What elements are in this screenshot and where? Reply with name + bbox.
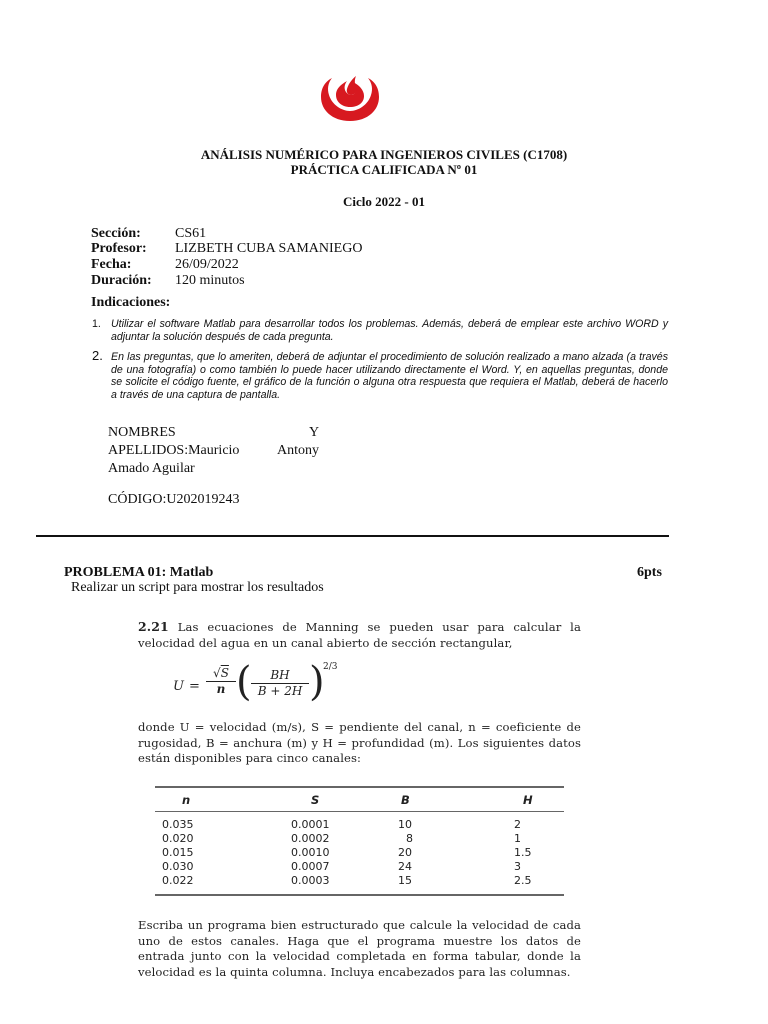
table-header-rule: [155, 811, 564, 812]
book-outro: Escriba un programa bien estructurado que calcule la velocidad de cada uno de estos canales. Haga que el programa muestre los datos de entrada junto con la velocidad completada en forma tabular, donde la velocidad es la quinta columna. Incluya encabezados para las columnas.: [138, 918, 581, 979]
table-cell: 1: [514, 832, 521, 845]
info-key: Profesor:: [91, 241, 147, 256]
info-key: Duración:: [91, 273, 152, 288]
indication-item: [92, 348, 668, 403]
student-names-and: Y: [309, 425, 320, 440]
manning-formula: U = √S n ( BH B + 2H ) 2/3: [173, 659, 338, 705]
indication-item: [92, 318, 668, 346]
info-value: 26/09/2022: [175, 257, 239, 272]
table-cell: 0.030: [162, 860, 194, 873]
formula-fraction-1: √S n: [206, 666, 236, 696]
table-header: H: [523, 793, 533, 807]
info-key: Sección:: [91, 226, 141, 241]
student-surname-line: Amado Aguilar: [108, 461, 195, 476]
info-date: [91, 257, 239, 273]
info-section: [91, 226, 206, 242]
table-cell: 24: [398, 860, 412, 873]
formula-exponent: 2/3: [323, 662, 338, 672]
table-bottom-rule: [155, 894, 564, 896]
indications-title: Indicaciones:: [91, 295, 171, 310]
student-surnames: APELLIDOS:Mauricio: [108, 443, 240, 458]
indication-text: Utilizar el software Matlab para desarrollar todos los problemas. Además, deberá de emplear este archivo WORD y adjuntar la solución después de cada pregunta.: [111, 318, 668, 343]
course-title: ANÁLISIS NUMÉRICO PARA INGENIEROS CIVILES (C1708): [200, 147, 568, 162]
table-cell: 0.0010: [291, 846, 330, 859]
table-cell: 0.0002: [291, 832, 330, 845]
table-header: B: [401, 793, 410, 807]
university-logo: [318, 73, 382, 123]
info-value: LIZBETH CUBA SAMANIEGO: [175, 241, 363, 256]
table-cell: 0.0001: [291, 818, 330, 831]
table-cell: 2: [514, 818, 521, 831]
problem-subtitle: Realizar un script para mostrar los resultados: [71, 580, 324, 595]
table-cell: 0.0007: [291, 860, 330, 873]
formula-denominator-2: B + 2H: [257, 684, 303, 698]
problem-title: PROBLEMA 01: Matlab: [64, 565, 214, 580]
book-intro: [138, 619, 581, 651]
table-cell: 15: [398, 874, 412, 887]
table-cell: 2.5: [514, 874, 532, 887]
formula-denominator: n: [216, 682, 226, 696]
formula-fraction-2: [251, 668, 309, 698]
formula-numerator: BH: [270, 668, 290, 682]
exam-title: PRÁCTICA CALIFICADA Nº 01: [290, 162, 478, 177]
table-cell: 0.035: [162, 818, 194, 831]
table-cell: 0.020: [162, 832, 194, 845]
section-divider: [36, 535, 669, 537]
table-cell: 0.022: [162, 874, 194, 887]
table-cell: 20: [398, 846, 412, 859]
info-professor: [91, 241, 362, 257]
exercise-intro: Las ecuaciones de Manning se pueden usar para calcular la velocidad del agua en un canal abierto de sección rectangular,: [138, 620, 581, 650]
table-cell: 0.0003: [291, 874, 330, 887]
student-names-label: NOMBRES: [108, 425, 176, 440]
student-code: CÓDIGO:U202019243: [108, 492, 240, 507]
problem-points: 6pts: [637, 565, 662, 580]
table-header: S: [311, 793, 320, 807]
info-duration: [91, 273, 245, 289]
table-cell: 8: [406, 832, 413, 845]
student-name-second: Antony: [277, 443, 319, 458]
formula-sqrt-arg: S: [220, 666, 229, 680]
info-key: Fecha:: [91, 257, 132, 272]
table-top-rule: [155, 786, 564, 788]
table-cell: 3: [514, 860, 521, 873]
info-value: 120 minutos: [175, 273, 245, 288]
indication-text: En las preguntas, que lo ameriten, deberá de adjuntar el procedimiento de solución realizado a mano alzada (a través de una fotografía) o como también lo puede hacer utilizando directamente el Word. Y, en aquellas preguntas, donde se solicite el código fuente, el gráfico de la función o alguna otra respuesta que requiera el Matlab, deberá de hacerlo a través de una captura de pantalla.: [111, 351, 668, 401]
table-cell: 0.015: [162, 846, 194, 859]
table-cell: 1.5: [514, 846, 532, 859]
formula-lhs: U: [173, 679, 184, 694]
exercise-number: 2.21: [138, 619, 169, 634]
indication-number: 1.: [92, 318, 101, 330]
table-header: n: [182, 793, 191, 807]
table-cell: 10: [398, 818, 412, 831]
indication-number: 2.: [92, 348, 103, 363]
info-value: CS61: [175, 226, 207, 241]
book-where: donde U = velocidad (m/s), S = pendiente del canal, n = coeficiente de rugosidad, B = anchura (m) y H = profundidad (m). Los siguientes datos están disponibles para cinco canales:: [138, 720, 581, 765]
cycle-label: Ciclo 2022 - 01: [343, 194, 425, 209]
